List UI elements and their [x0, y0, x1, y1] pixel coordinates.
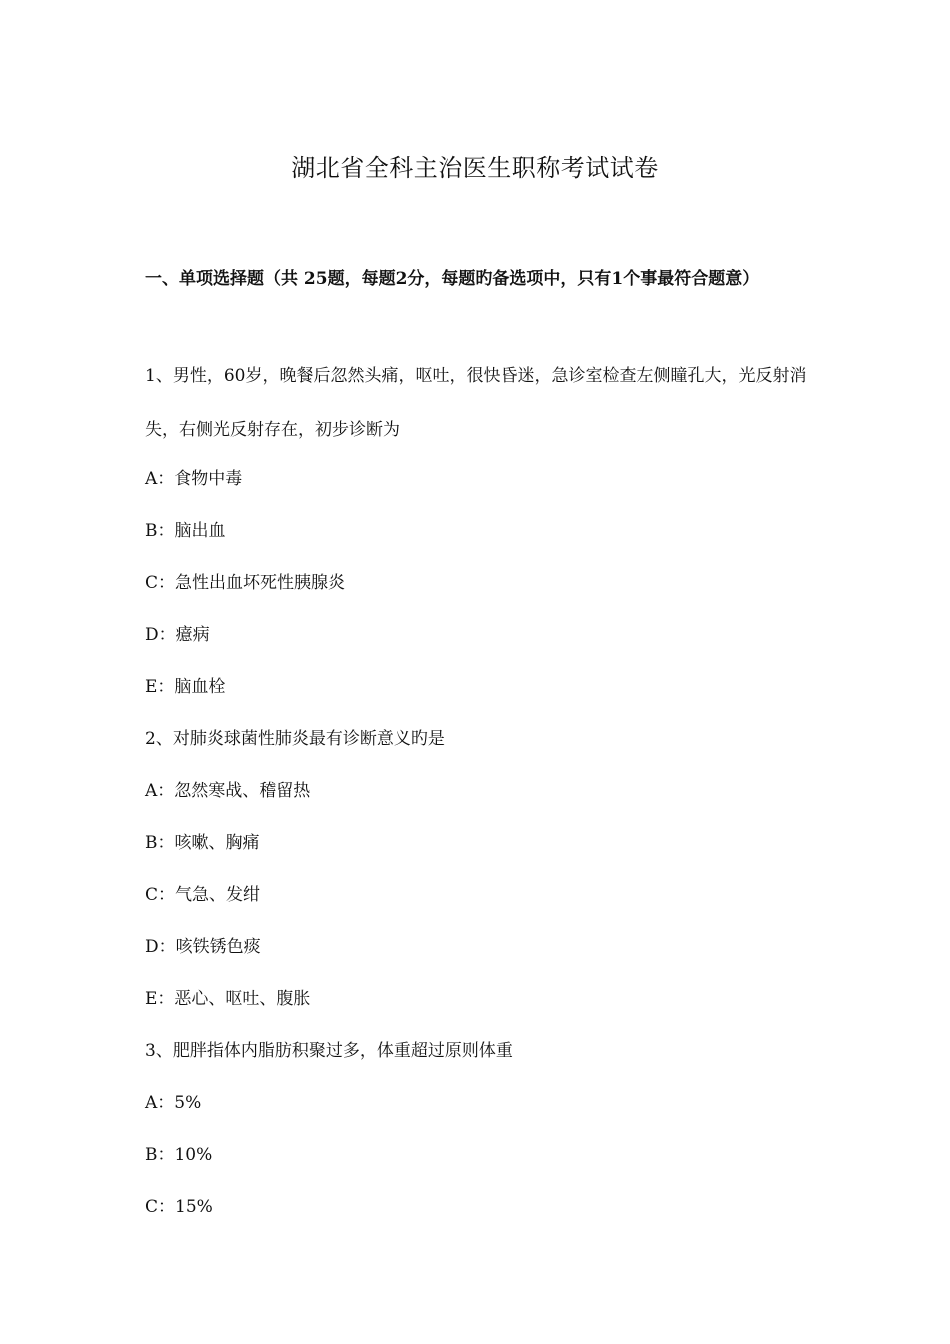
question-1-option-d: D：癔病 [145, 625, 210, 645]
question-2-option-c: C：气急、发绀 [145, 885, 261, 905]
question-1-option-b: B：脑出血 [145, 521, 226, 541]
question-1-option-a: A：食物中毒 [145, 469, 243, 489]
section-heading: 一、单项选择题（共 25题，每题2分，每题旳备选项中，只有1个事最符合题意） [145, 269, 760, 289]
question-2-stem: 2、对肺炎球菌性肺炎最有诊断意义旳是 [145, 729, 445, 749]
question-1-stem: 1、男性，60岁，晚餐后忽然头痛，呕吐，很快昏迷，急诊室检查左侧瞳孔大，光反射消失，右侧光反射存在，初步诊断为 [145, 366, 807, 440]
question-1-option-e: E：脑血栓 [145, 677, 226, 697]
question-3-option-b: B：10% [145, 1145, 213, 1165]
question-2-option-a: A：忽然寒战、稽留热 [145, 781, 311, 801]
question-2-option-e: E：恶心、呕吐、腹胀 [145, 989, 311, 1009]
question-2-option-d: D：咳铁锈色痰 [145, 937, 261, 957]
question-2-option-b: B：咳嗽、胸痛 [145, 833, 260, 853]
question-1-option-c: C：急性出血坏死性胰腺炎 [145, 573, 346, 593]
question-3-option-c: C：15% [145, 1197, 213, 1217]
question-3-stem: 3、肥胖指体内脂肪积聚过多，体重超过原则体重 [145, 1041, 513, 1061]
page-title: 湖北省全科主治医生职称考试试卷 [291, 154, 659, 182]
question-3-option-a: A：5% [145, 1093, 202, 1113]
